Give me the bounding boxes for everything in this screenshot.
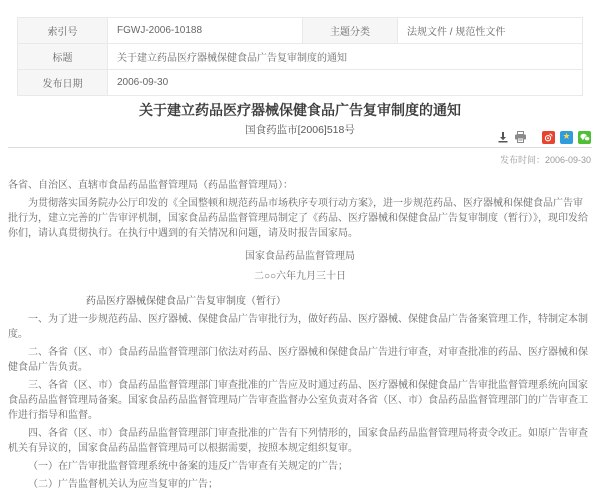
item-4: 四、各省（区、市）食品药品监督管理部门审查批准的广告有下列情形的，国家食品药品监督管理局将责令改正。如原广告审查机关有异议的，国家食品药品监督管理局可以根据需要，按照本规定组织复审。 <box>8 428 588 454</box>
publish-time <box>500 153 591 166</box>
page-title: 关于建立药品医疗器械保健食品广告复审制度的通知 <box>139 102 461 118</box>
table-row <box>18 18 583 44</box>
share-toolbar <box>496 130 591 144</box>
wechat-share-icon[interactable] <box>578 131 591 144</box>
publish-time-value: 2006-09-30 <box>544 155 591 165</box>
sub-item-1: （一）在广告审批监督管理系统中备案的违反广告审查有关规定的广告； <box>28 461 348 472</box>
intro-paragraph: 为贯彻落实国务院办公厅印发的《全国整顿和规范药品市场秩序专项行动方案》，进一步规范药品、医疗器械和保健食品广告审批行为，建立完善的广告审评机制，国家食品药品监督管理局制定了《药品、医疗器械和保健食品广告复审制度（暂行）》，现印发给你们，请认真贯彻执行。在执行中遇到的有关情况和问题，请及时报告国家局。 <box>8 198 588 239</box>
meta-value-publish-date: 2006-09-30 <box>108 70 583 96</box>
sub-item-2: （二）广告监督机关认为应当复审的广告； <box>28 479 218 490</box>
weibo-share-icon[interactable] <box>542 131 555 144</box>
meta-label-publish-date: 发布日期 <box>18 70 108 96</box>
divider <box>8 147 592 148</box>
table-row <box>18 44 583 70</box>
meta-value-index-number: FGWJ-2006-10188 <box>108 18 303 44</box>
item-1: 一、为了进一步规范药品、医疗器械、保健食品广告审批行为，做好药品、医疗器械、保健食品广告备案管理工作，特制定本制度。 <box>8 314 588 340</box>
document-meta-table <box>17 17 583 96</box>
meta-value-subject-category: 法规文件 / 规范性文件 <box>398 18 583 44</box>
document-number: 国食药监市[2006]518号 <box>245 124 355 136</box>
table-row <box>18 70 583 96</box>
meta-value-title: 关于建立药品医疗器械保健食品广告复审制度的通知 <box>108 44 583 70</box>
signature-date: 二○○六年九月三十日 <box>253 271 347 282</box>
print-icon[interactable] <box>514 131 527 144</box>
download-icon[interactable] <box>496 131 509 144</box>
item-2: 二、各省（区、市）食品药品监督管理部门依法对药品、医疗器械和保健食品广告进行审查，对审查批准的药品、医疗器械和保健食品广告负责。 <box>8 347 588 373</box>
signature-org: 国家食品药品监督管理局 <box>245 251 355 262</box>
signature-block <box>8 249 592 284</box>
meta-label-title: 标题 <box>18 44 108 70</box>
publish-time-label: 发布时间： <box>499 155 545 165</box>
item-3: 三、各省（区、市）食品药品监督管理部门审查批准的广告应及时通过药品、医疗器械和保健食品广告审批监督管理系统向国家食品药品监督管理局备案。国家食品药品监督管理局广告审查监督办公室负责对各省（区、市）食品药品监督管理部门的广告审查工作进行指导和监督。 <box>8 380 588 421</box>
salutation: 各省、自治区、直辖市食品药品监督管理局（药品监督管理局）： <box>8 180 293 191</box>
meta-label-subject-category: 主题分类 <box>303 18 398 44</box>
section-title: 药品医疗器械保健食品广告复审制度（暂行） <box>86 296 286 307</box>
document-body <box>8 178 592 495</box>
qzone-share-icon[interactable]: ★ <box>560 131 573 144</box>
meta-label-index-number: 索引号 <box>18 18 108 44</box>
